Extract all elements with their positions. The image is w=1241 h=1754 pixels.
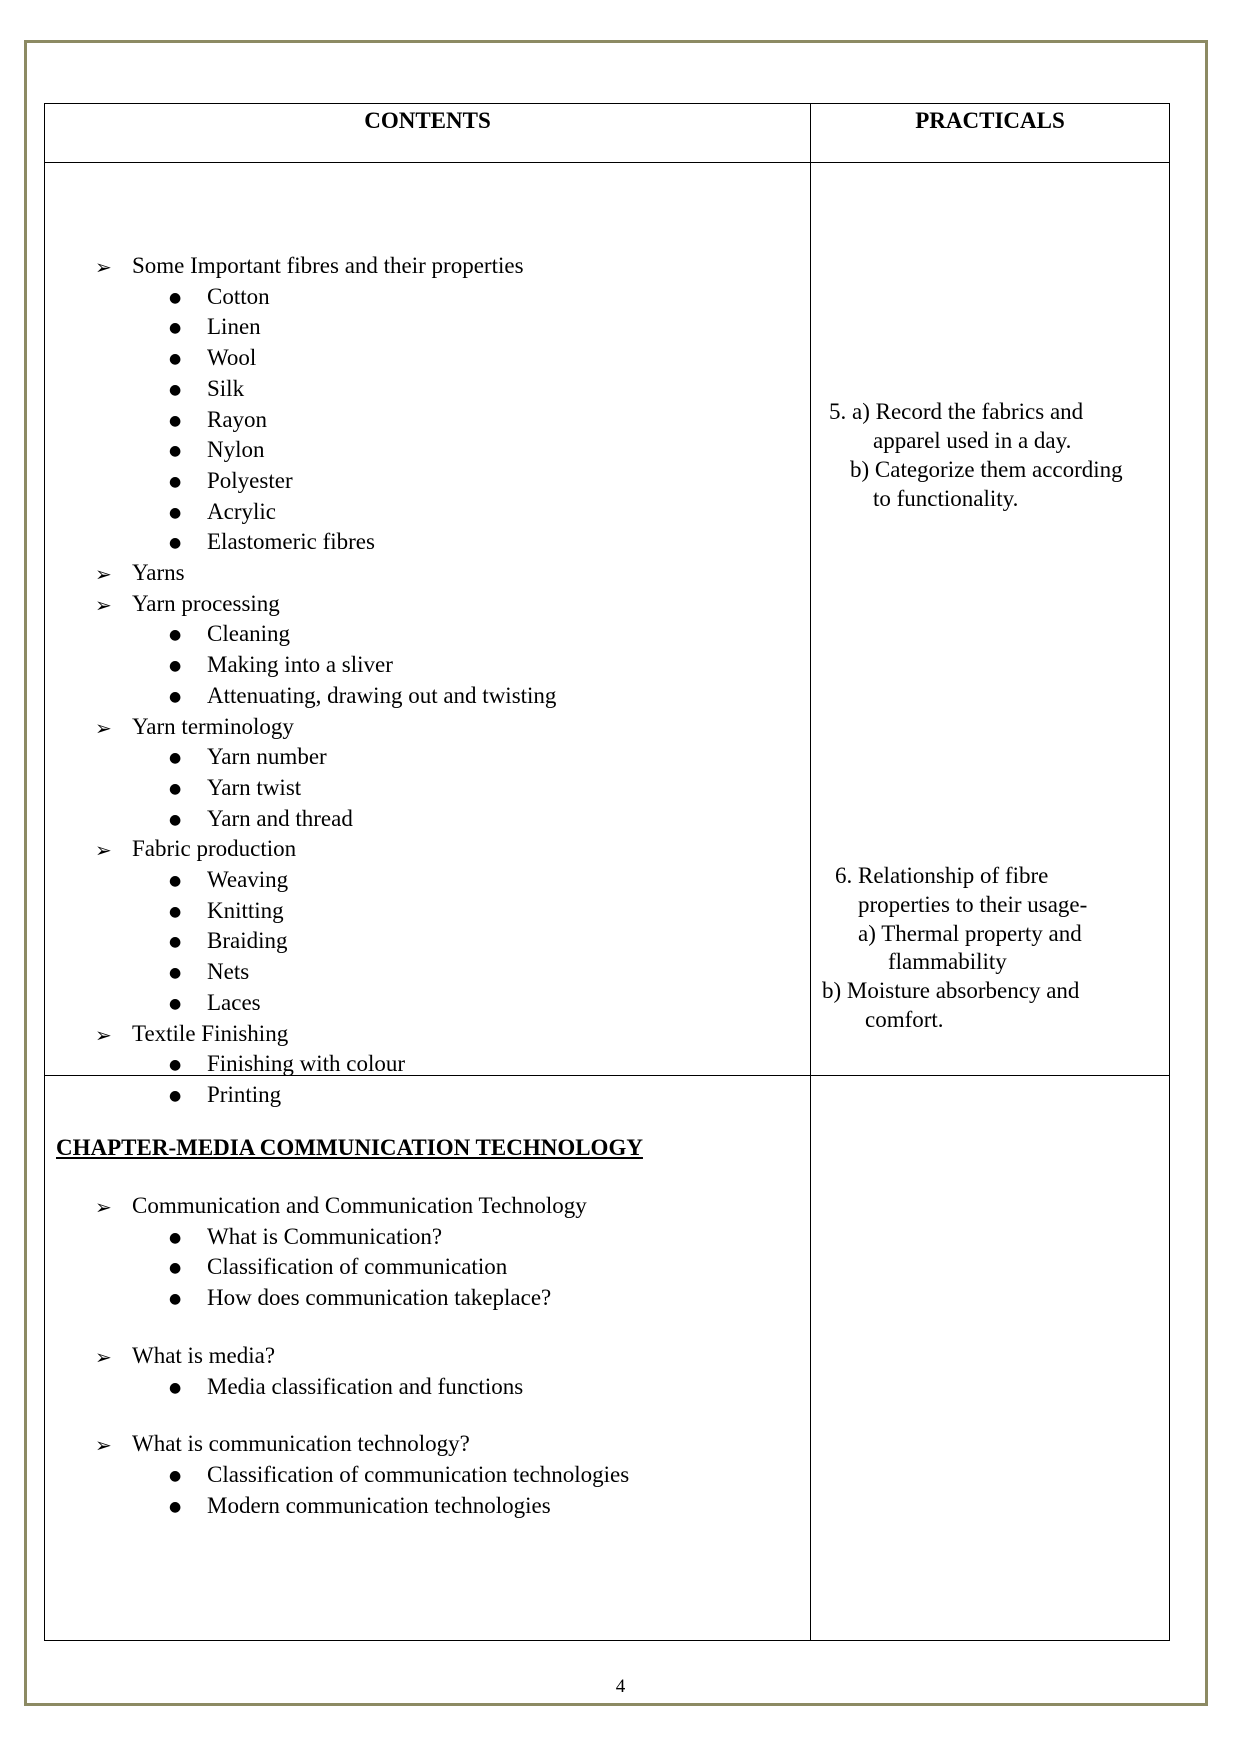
bullet-icon: ● — [169, 627, 182, 644]
practicals-header — [811, 104, 1170, 163]
topic-item: Attenuating, drawing out and twisting — [207, 682, 557, 708]
arrowhead-icon: ➢ — [95, 255, 112, 279]
bullet-icon: ● — [169, 443, 182, 460]
topic-item: Printing — [207, 1081, 282, 1107]
topic-item: Polyester — [207, 467, 293, 493]
arrowhead-icon: ➢ — [95, 1022, 112, 1047]
topic-title: Yarn processing — [132, 590, 280, 616]
bullet-icon: ● — [169, 351, 182, 368]
bullet-icon: ● — [169, 1087, 182, 1104]
practicals-header-label: PRACTICALS — [915, 108, 1065, 133]
topic-item: Finishing with colour — [207, 1051, 406, 1077]
topic-item: Classification of communication — [207, 1254, 508, 1280]
topic-item: Acrylic — [207, 498, 276, 524]
bullet-icon: ● — [169, 1057, 182, 1074]
bullet-icon: ● — [169, 995, 182, 1012]
topic-item: Cleaning — [207, 621, 291, 647]
chapter-title: CHAPTER-MEDIA COMMUNICATION TECHNOLOGY — [56, 1135, 643, 1160]
topic-title: What is media? — [132, 1342, 276, 1368]
topic-item: Cotton — [207, 283, 270, 309]
contents-header — [45, 104, 811, 163]
bullet-icon: ● — [169, 780, 182, 797]
topic-item: Yarn number — [207, 744, 327, 770]
topic-item: Weaving — [207, 867, 289, 892]
topic-item: Elastomeric fibres — [207, 529, 375, 555]
bullet-icon: ● — [169, 811, 182, 828]
topic-title: Textile Finishing — [132, 1020, 289, 1046]
bullet-icon: ● — [169, 535, 182, 552]
topic-item: Nylon — [207, 437, 265, 463]
topic-title: Yarn terminology — [132, 713, 294, 739]
practical-6-line-3: a) Thermal property and — [858, 921, 1082, 946]
bullet-icon: ● — [169, 1260, 182, 1277]
arrowhead-icon: ➢ — [95, 715, 112, 740]
bullet-icon: ● — [169, 1229, 182, 1246]
section1-practicals-cell — [811, 163, 1170, 1076]
practical-6-line-4: flammability — [888, 949, 1007, 974]
bullet-icon: ● — [169, 289, 182, 306]
topic-item: Yarn and thread — [207, 805, 353, 831]
topic-item: Classification of communication technologies — [207, 1461, 630, 1487]
practical-5-line-3: b) Categorize them according — [850, 457, 1123, 482]
section1-contents-cell — [45, 163, 811, 1107]
topic-title: Communication and Communication Technology — [132, 1193, 587, 1218]
arrowhead-icon: ➢ — [95, 1195, 112, 1219]
practical-6-line-5: b) Moisture absorbency and — [822, 978, 1080, 1003]
bullet-icon: ● — [169, 473, 182, 490]
bullet-icon: ● — [169, 1291, 182, 1308]
topic-item: Laces — [207, 989, 261, 1015]
topic-item: What is Communication? — [207, 1223, 443, 1249]
bullet-icon: ● — [169, 1467, 182, 1484]
practical-5-line-1: 5. a) Record the fabrics and — [829, 399, 1084, 424]
section2-contents-cell — [45, 1076, 811, 1641]
bullet-icon: ● — [169, 412, 182, 429]
section2-practicals-cell — [811, 1076, 1170, 1641]
topic-item: Wool — [207, 345, 257, 371]
bullet-icon: ● — [169, 504, 182, 521]
arrowhead-icon: ➢ — [95, 838, 112, 863]
practical-5-line-2: apparel used in a day. — [873, 428, 1072, 453]
bullet-icon: ● — [169, 658, 182, 675]
bullet-icon: ● — [169, 873, 182, 889]
practical-5-line-4: to functionality. — [873, 486, 1019, 511]
bullet-icon: ● — [169, 688, 182, 705]
bullet-icon: ● — [169, 1498, 182, 1515]
bullet-icon: ● — [169, 320, 182, 337]
practical-6-line-6: comfort. — [865, 1007, 944, 1032]
practical-6-line-1: 6. Relationship of fibre — [835, 863, 1049, 888]
bullet-icon: ● — [169, 750, 182, 767]
practical-6-line-2: properties to their usage- — [858, 892, 1088, 917]
topic-item: Making into a sliver — [207, 652, 393, 678]
bullet-icon: ● — [169, 965, 182, 982]
topic-title: What is communication technology? — [132, 1431, 470, 1457]
topic-title: Some Important fibres and their properties — [132, 253, 524, 278]
topic-item: How does communication takeplace? — [207, 1285, 552, 1311]
topic-item: Rayon — [207, 406, 268, 432]
contents-header-label: CONTENTS — [364, 108, 491, 133]
page-number: 4 — [615, 1676, 626, 1697]
arrowhead-icon: ➢ — [95, 1344, 112, 1369]
arrowhead-icon: ➢ — [95, 592, 112, 617]
bullet-icon: ● — [169, 934, 182, 951]
bullet-icon: ● — [169, 1379, 182, 1396]
topic-item: Nets — [207, 959, 250, 985]
topic-item: Braiding — [207, 928, 288, 954]
syllabus-table — [44, 103, 1170, 1641]
arrowhead-icon: ➢ — [95, 562, 112, 586]
arrowhead-icon: ➢ — [95, 1433, 112, 1458]
topic-title: Fabric production — [132, 836, 297, 862]
bullet-icon: ● — [169, 903, 182, 920]
topic-title: Yarns — [132, 560, 185, 585]
topic-item: Modern communication technologies — [207, 1492, 551, 1518]
topic-item: Linen — [207, 314, 261, 340]
topic-item: Media classification and functions — [207, 1373, 524, 1399]
topic-item: Yarn twist — [207, 774, 302, 800]
topic-item: Knitting — [207, 897, 284, 923]
bullet-icon: ● — [169, 381, 182, 398]
topic-item: Silk — [207, 375, 245, 401]
